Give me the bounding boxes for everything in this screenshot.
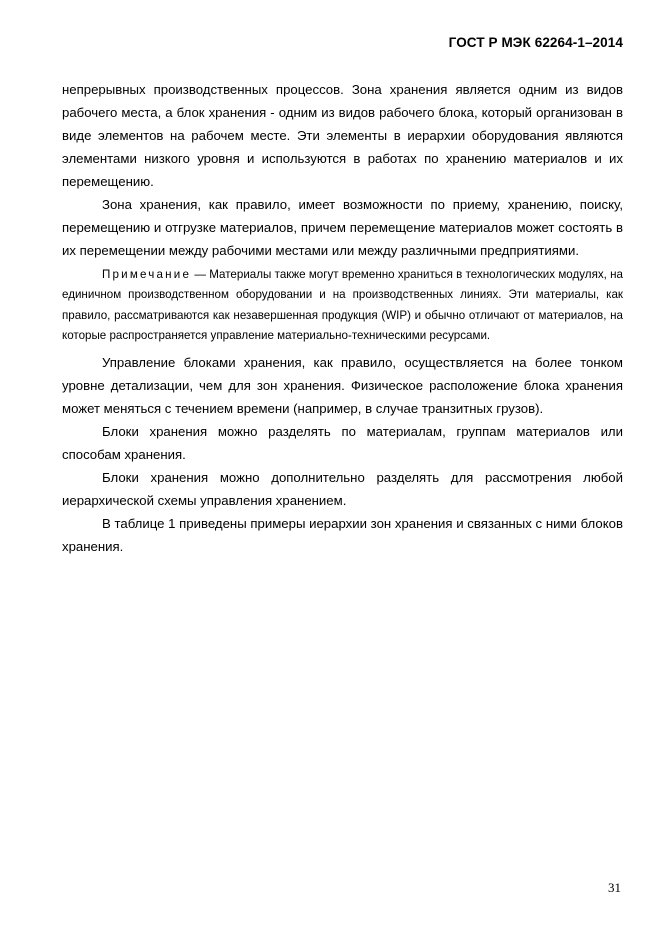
document-body <box>62 78 623 558</box>
note-paragraph <box>62 265 623 347</box>
paragraph-storage-zone-capabilities: Зона хранения, как правило, имеет возможности по приему, хранению, поиску, перемещению и отгрузке материалов, причем перемещение материалов может состоять в их перемещении между рабочими местами или между различными предприятиями. <box>62 197 623 258</box>
note-text: — Материалы также могут временно храниться в технологических модулях, на единичном производственном оборудовании и на производственных линиях. Эти материалы, как правило, рассматриваются как незавершенная продукция (WIP) и обычно отличают от материалов, на которые распространяется управление материально-техническими ресурсами. <box>62 268 623 343</box>
paragraph-storage-unit-division: Блоки хранения можно разделять по материалам, группам материалов или способам хранения. <box>62 423 623 462</box>
paragraph-table-reference: В таблице 1 приведены примеры иерархии зон хранения и связанных с ними блоков хранения. <box>62 515 623 554</box>
standard-code-header: ГОСТ Р МЭК 62264-1–2014 <box>448 35 623 50</box>
page-number: 31 <box>608 880 621 895</box>
paragraph-storage-unit-hierarchy: Блоки хранения можно дополнительно разделять для рассмотрения любой иерархической схемы управления хранением. <box>62 469 623 508</box>
paragraph-storage-unit-management: Управление блоками хранения, как правило, осуществляется на более тонком уровне детализации, чем для зон хранения. Физическое расположение блока хранения может меняться с течением времени (например, в случае транзитных грузов). <box>62 354 623 416</box>
paragraph-continuation: непрерывных производственных процессов. Зона хранения является одним из видов рабочего места, а блок хранения - одним из видов рабочего блока, который организован в виде элементов на рабочем месте. Эти элементы в иерархии оборудования являются элементами низкого уровня и используются в работах по хранению материалов и их перемещению. <box>62 82 623 189</box>
note-label: Примечание <box>102 268 192 281</box>
